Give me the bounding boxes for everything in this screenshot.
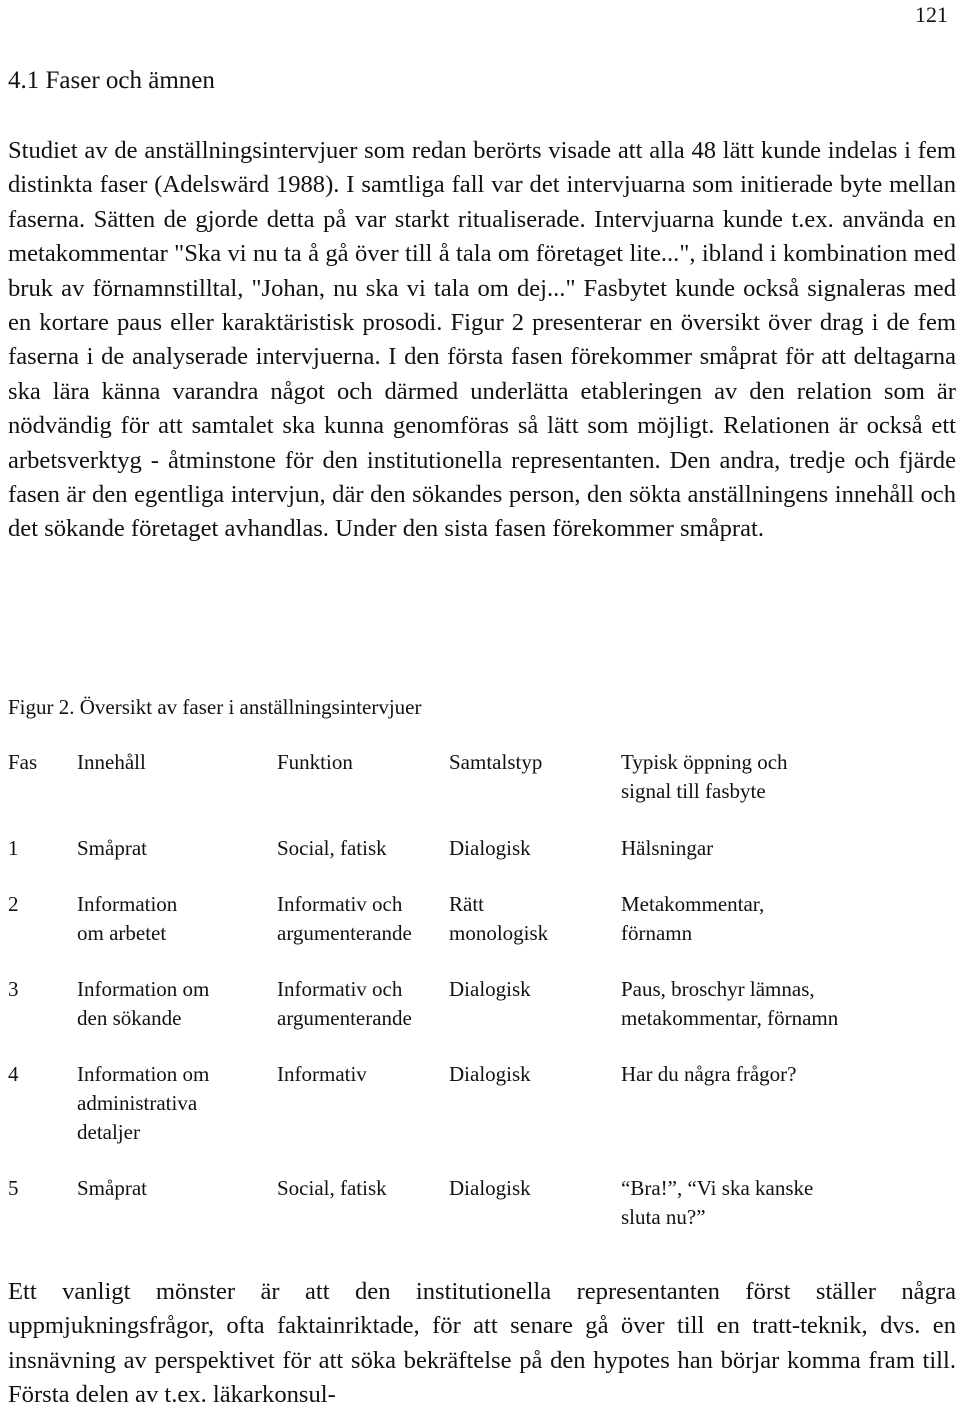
table-cell-conversation-type: Rätt monologisk [449, 892, 549, 945]
body-paragraph-phases-intro: Studiet av de anställningsintervjuer som redan berörts visade att alla 48 lätt kunde indelas i fem distinkta faser (Adelswärd 1988). I samtliga fall var det intervjuarna som initierade byte mellan faserna. Sätten de gjorde detta på var starkt ritualiserade. Intervjuarna kunde t.ex. använda en metakommentar "Ska vi nu ta å gå över till å tala om företaget lite...", ibland i kombination med bruk av förnamnstilltal, "Johan, nu ska vi tala om dej..." Fasbytet kunde också signaleras med en kortare paus eller karaktäristisk prosodi. Figur 2 presenterar en översikt över drag i de fem faserna i de analyserade intervjuerna. I den första fasen förekommer småprat för att deltagarna ska lära känna varandra något och därmed underlätta etableringen av den relation som är nödvändig för att samtalet ska kunna genomföras så lätt som möjligt. Relationen är också ett arbetsverktyg - åtminstone för den institutionella representanten. Den andra, tredje och fjärde fasen är den egentliga intervjun, där den sökandes person, den sökta anställningens innehåll och det sökande företaget avhandlas. Under den sista fasen förekommer småprat. [8, 137, 956, 543]
table-cell-fas: 2 [8, 892, 19, 916]
section-heading: 4.1 Faser och ämnen [8, 67, 215, 94]
table-cell-function: Informativ [277, 1062, 367, 1086]
header-content: Innehåll [77, 750, 146, 774]
table-cell-conversation-type: Dialogisk [449, 836, 531, 860]
table-cell-content: Information om arbetet [77, 892, 178, 945]
table-cell-content: Småprat [77, 1176, 147, 1200]
table-cell-function: Informativ och argumenterande [277, 892, 412, 945]
table-cell-function: Social, fatisk [277, 836, 387, 860]
table-row [8, 1174, 908, 1259]
table-cell-function: Social, fatisk [277, 1176, 387, 1200]
table-cell-opening: Har du några frågor? [621, 1062, 797, 1086]
table-cell-fas: 3 [8, 977, 19, 1001]
table-row [8, 890, 908, 975]
body-paragraph-pattern: Ett vanligt mönster är att den institutionella representanten först ställer några uppmjukningsfrågor, ofta faktainriktade, för att senare gå över till en tratt-teknik, dvs. en insnävning av perspektivet för att söka bekräftelse på den hypotes han börjar komma fram till. Första delen av t.ex. läkarkonsul- [8, 1278, 956, 1409]
figure-caption: Figur 2. Översikt av faser i anställningsintervjuer [8, 695, 422, 719]
table-cell-opening: Hälsningar [621, 836, 714, 860]
table-cell-content: Information om administrativa detaljer [77, 1062, 210, 1144]
header-fas: Fas [8, 750, 38, 774]
table-cell-opening: Paus, broschyr lämnas, metakommentar, förnamn [621, 977, 839, 1030]
table-row [8, 1060, 908, 1174]
page-number: 121 [915, 2, 948, 27]
table-cell-content: Information om den sökande [77, 977, 210, 1030]
table-cell-conversation-type: Dialogisk [449, 1062, 531, 1086]
table-cell-content: Småprat [77, 836, 147, 860]
table-cell-conversation-type: Dialogisk [449, 1176, 531, 1200]
table-cell-fas: 4 [8, 1062, 19, 1086]
table-cell-opening: “Bra!”, “Vi ska kanske sluta nu?” [621, 1176, 814, 1229]
table-cell-fas: 1 [8, 836, 19, 860]
phase-overview-table [8, 748, 908, 1259]
table-cell-function: Informativ och argumenterande [277, 977, 412, 1030]
table-row [8, 834, 908, 890]
table-row [8, 975, 908, 1060]
table-cell-fas: 5 [8, 1176, 19, 1200]
table-cell-opening: Metakommentar, förnamn [621, 892, 765, 945]
table-header-row [8, 748, 908, 834]
header-conversation-type: Samtalstyp [449, 750, 543, 774]
header-function: Funktion [277, 750, 353, 774]
header-opening-signal: Typisk öppning och signal till fasbyte [621, 750, 788, 803]
table-cell-conversation-type: Dialogisk [449, 977, 531, 1001]
